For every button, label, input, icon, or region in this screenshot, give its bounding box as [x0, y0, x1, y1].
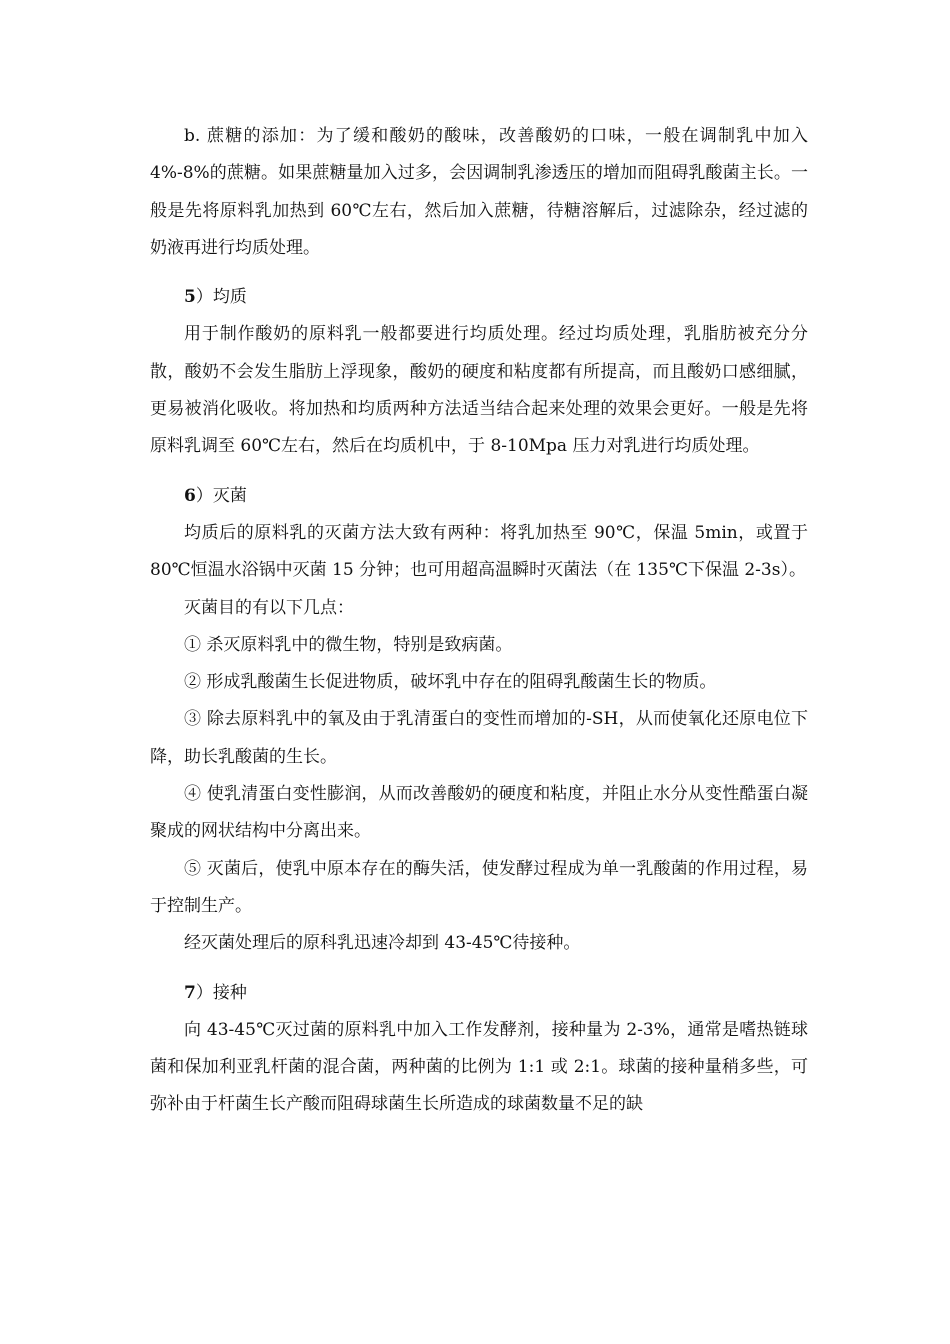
paragraph-sucrose: b. 蔗糖的添加：为了缓和酸奶的酸味，改善酸奶的口味，一般在调制乳中加入 4%-8%的蔗糖。如果蔗糖量加入过多，会因调制乳渗透压的增加而阻碍乳酸菌主长。一般是先将原料乳加热到 60℃左右，然后加入蔗糖，待糖溶解后，过滤除杂，经过滤的奶液再进行均质处理。: [150, 126, 808, 258]
section-heading-sterilize: [150, 478, 808, 515]
paragraph-inoculate: 向 43-45℃灭过菌的原料乳中加入工作发酵剂，接种量为 2-3%，通常是嗜热链球菌和保加利亚乳杆菌的混合菌，两种菌的比例为 1:1 或 2:1。球菌的接种量稍多些，可弥补由于杆菌生长产酸而阻碍球菌生长所造成的球菌数量不足的缺: [150, 1019, 808, 1115]
paragraph-sterilize: 均质后的原料乳的灭菌方法大致有两种：将乳加热至 90℃，保温 5min，或置于 80℃恒温水浴锅中灭菌 15 分钟；也可用超高温瞬时灭菌法（在 135℃下保温 2-3s）。: [150, 522, 808, 581]
section-title: ）灭菌: [195, 485, 247, 506]
list-item-point-1: ① 杀灭原料乳中的微生物，特别是致病菌。: [184, 634, 513, 655]
list-item-point-4: ④ 使乳清蛋白变性膨润，从而改善酸奶的硬度和粘度，并阻止水分从变性酷蛋白凝聚成的网状结构中分离出来。: [150, 784, 808, 842]
section-number: 5: [184, 287, 196, 308]
section-title: ）接种: [195, 982, 247, 1003]
section-title: ）均质: [195, 287, 247, 308]
paragraph-homogenize: 用于制作酸奶的原料乳一般都要进行均质处理。经过均质处理，乳脂肪被充分分散，酸奶不会发生脂肪上浮现象，酸奶的硬度和粘度都有所提高，而且酸奶口感细腻，更易被消化吸收。将加热和均质两种方法适当结合起来处理的效果会更好。一般是先将原料乳调至 60℃左右，然后在均质机中，于 8-10Mpa 压力对乳进行均质处理。: [150, 324, 808, 457]
document-body: [150, 118, 808, 1124]
list-item-point-3: ③ 除去原料乳中的氧及由于乳清蛋白的变性而增加的-SH，从而使氧化还原电位下降，助长乳酸菌的生长。: [150, 709, 808, 767]
section-number: 7: [184, 982, 196, 1003]
paragraph-cooling: 经灭菌处理后的原科乳迅速冷却到 43-45℃待接种。: [184, 933, 581, 954]
list-item-point-2: ② 形成乳酸菌生长促进物质，破坏乳中存在的阻碍乳酸菌生长的物质。: [184, 672, 717, 693]
list-item-point-5: ⑤ 灭菌后，使乳中原本存在的酶失活，使发酵过程成为单一乳酸菌的作用过程，易于控制生产。: [150, 858, 808, 916]
section-number: 6: [184, 485, 196, 506]
section-heading-inoculate: [150, 975, 808, 1012]
section-heading-homogenize: [150, 279, 808, 316]
paragraph-purpose-intro: 灭菌目的有以下几点：: [184, 597, 354, 618]
